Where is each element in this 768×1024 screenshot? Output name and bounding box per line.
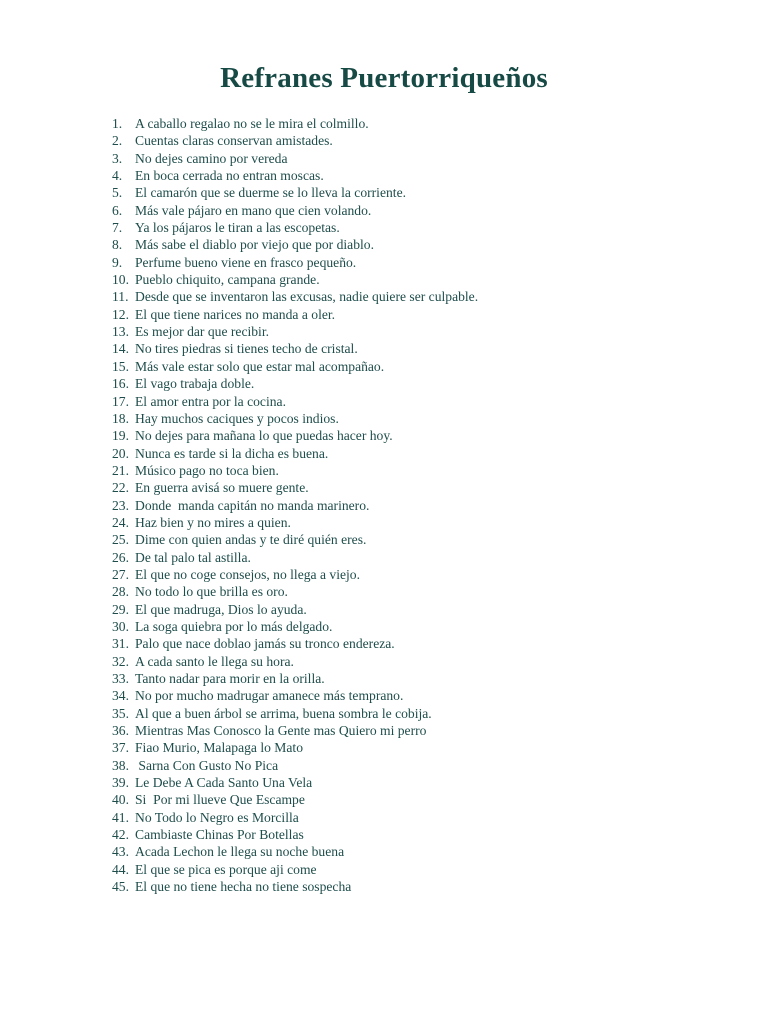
list-item-text: El que se pica es porque aji come [135,861,317,877]
list-item-number: 43. [112,844,129,860]
list-item-number: 1. [112,116,123,131]
list-item-text: En boca cerrada no entran moscas. [135,168,324,184]
list-item-text: Acada Lechon le llega su noche buena [135,844,345,860]
list-item [112,306,732,323]
list-item-number: 25. [112,532,129,548]
list-item-text: El que no coge consejos, no llega a viejo. [135,566,360,582]
list-item [112,843,732,860]
list-item-text: Más vale pájaro en mano que cien volando. [135,202,372,218]
list-item-text: De tal palo tal astilla. [135,549,251,565]
list-item-text: No tires piedras si tienes techo de cristal. [135,341,358,357]
list-item [112,219,732,236]
list-item [112,566,732,583]
list-item [112,427,732,444]
list-item-number: 5. [112,185,123,201]
list-item-text: Palo que nace doblao jamás su tronco endereza. [135,636,395,652]
list-item [112,167,732,184]
list-item [112,288,732,305]
list-item [112,791,732,808]
list-item-number: 23. [112,497,129,513]
list-item [112,583,732,600]
list-item-number: 13. [112,324,129,340]
list-item-text: Cambiaste Chinas Por Botellas [135,827,304,843]
list-item [112,757,732,774]
list-item-text: Al que a buen árbol se arrima, buena sombra le cobija. [135,705,432,721]
list-item [112,202,732,219]
list-item [112,601,732,618]
list-item-number: 9. [112,254,123,270]
list-item-text: Nunca es tarde si la dicha es buena. [135,445,329,461]
list-item [112,479,732,496]
list-item [112,531,732,548]
list-item-text: Más sabe el diablo por viejo que por diablo. [135,237,374,253]
list-item-number: 18. [112,410,129,426]
list-item [112,358,732,375]
list-item-text: El vago trabaja doble. [135,376,255,392]
list-item-number: 10. [112,272,129,288]
list-item [112,254,732,271]
list-item [112,861,732,878]
list-item-number: 27. [112,566,129,582]
list-item [112,132,732,149]
list-item [112,184,732,201]
list-item-text: Tanto nadar para morir en la orilla. [135,671,325,686]
list-item-number: 44. [112,861,129,877]
list-item-number: 15. [112,358,129,374]
list-item-text: El camarón que se duerme se lo lleva la corriente. [135,185,406,201]
list-item-number: 29. [112,601,129,617]
list-item [112,618,732,635]
list-item-number: 22. [112,480,129,496]
list-item-text: Donde manda capitán no manda marinero. [135,497,370,513]
list-item-number: 34. [112,688,129,704]
list-item [112,705,732,722]
list-item-text: Sarna Con Gusto No Pica [135,757,279,773]
list-item [112,635,732,652]
list-item-text: No todo lo que brilla es oro. [135,584,288,600]
list-item-number: 36. [112,723,129,739]
list-item-number: 38. [112,757,129,773]
list-item-text: A cada santo le llega su hora. [135,653,294,669]
list-item [112,722,732,739]
list-item-text: A caballo regalao no se le mira el colmillo. [135,116,369,131]
list-item-text: No dejes para mañana lo que puedas hacer hoy. [135,428,393,444]
list-item [112,739,732,756]
list-item [112,774,732,791]
list-item-text: El que madruga, Dios lo ayuda. [135,601,307,617]
list-item [112,497,732,514]
list-item-text: Hay muchos caciques y pocos indios. [135,410,339,426]
list-item [112,323,732,340]
list-item-number: 41. [112,809,129,825]
list-item-text: Ya los pájaros le tiran a las escopetas. [135,220,340,236]
list-item [112,462,732,479]
list-item [112,375,732,392]
list-item-number: 17. [112,393,129,409]
list-item-text: Músico pago no toca bien. [135,462,279,478]
list-item-number: 21. [112,462,129,478]
list-item-text: Pueblo chiquito, campana grande. [135,272,320,288]
list-item-text: El amor entra por la cocina. [135,393,286,409]
page-title: Refranes Puertorriqueños [220,62,548,94]
list-item-text: Si Por mi llueve Que Escampe [135,792,305,808]
list-item-text: Es mejor dar que recibir. [135,324,269,340]
list-item [112,878,732,895]
list-item-number: 4. [112,168,123,184]
list-item-text: Desde que se inventaron las excusas, nadie quiere ser culpable. [135,289,479,305]
list-item-number: 42. [112,827,129,843]
list-item-text: Haz bien y no mires a quien. [135,514,291,530]
list-item-text: El que no tiene hecha no tiene sospecha [135,879,352,895]
list-item [112,340,732,357]
list-item-number: 11. [112,289,129,305]
list-item [112,514,732,531]
list-item-number: 32. [112,653,129,669]
list-item-number: 26. [112,549,129,565]
list-item-number: 7. [112,220,123,236]
list-item-number: 12. [112,306,129,322]
list-item-text: Fiao Murio, Malapaga lo Mato [135,740,304,756]
list-item-number: 6. [112,202,123,218]
list-item [112,670,732,687]
list-item-number: 3. [112,150,123,166]
list-item-text: Más vale estar solo que estar mal acompañao. [135,358,385,374]
list-item-number: 20. [112,445,129,461]
list-item-text: Mientras Mas Conosco la Gente mas Quiero mi perro [135,723,427,739]
list-item [112,393,732,410]
list-item [112,115,732,132]
list-item [112,445,732,462]
list-item-number: 8. [112,237,123,253]
list-item-text: Perfume bueno viene en frasco pequeño. [135,254,357,270]
list-item-number: 35. [112,705,129,721]
list-item-number: 40. [112,792,129,808]
list-item [112,826,732,843]
list-item-text: No por mucho madrugar amanece más temprano. [135,688,404,704]
list-item-text: No Todo lo Negro es Morcilla [135,809,299,825]
list-item-text: No dejes camino por vereda [135,150,288,166]
list-item-text: Le Debe A Cada Santo Una Vela [135,775,313,791]
list-item [112,236,732,253]
list-item [112,271,732,288]
list-item [112,687,732,704]
list-item-number: 39. [112,775,129,791]
list-item-number: 31. [112,636,129,652]
list-item-number: 37. [112,740,129,756]
list-item-text: Dime con quien andas y te diré quién eres. [135,532,367,548]
list-item-number: 14. [112,341,129,357]
list-item-number: 16. [112,376,129,392]
list-item-number: 24. [112,514,129,530]
list-item-number: 19. [112,428,129,444]
list-item-text: El que tiene narices no manda a oler. [135,306,336,322]
list-item-text: La soga quiebra por lo más delgado. [135,618,333,634]
list-item [112,150,732,167]
list-item-number: 33. [112,671,129,686]
list-item-text: Cuentas claras conservan amistades. [135,133,333,149]
proverb-list [112,115,732,895]
list-item [112,809,732,826]
list-item-number: 28. [112,584,129,600]
list-item [112,549,732,566]
list-item-number: 2. [112,133,123,149]
list-item [112,410,732,427]
list-item-number: 30. [112,618,129,634]
list-item-number: 45. [112,879,129,895]
list-item-text: En guerra avisá so muere gente. [135,480,309,496]
list-item [112,653,732,670]
